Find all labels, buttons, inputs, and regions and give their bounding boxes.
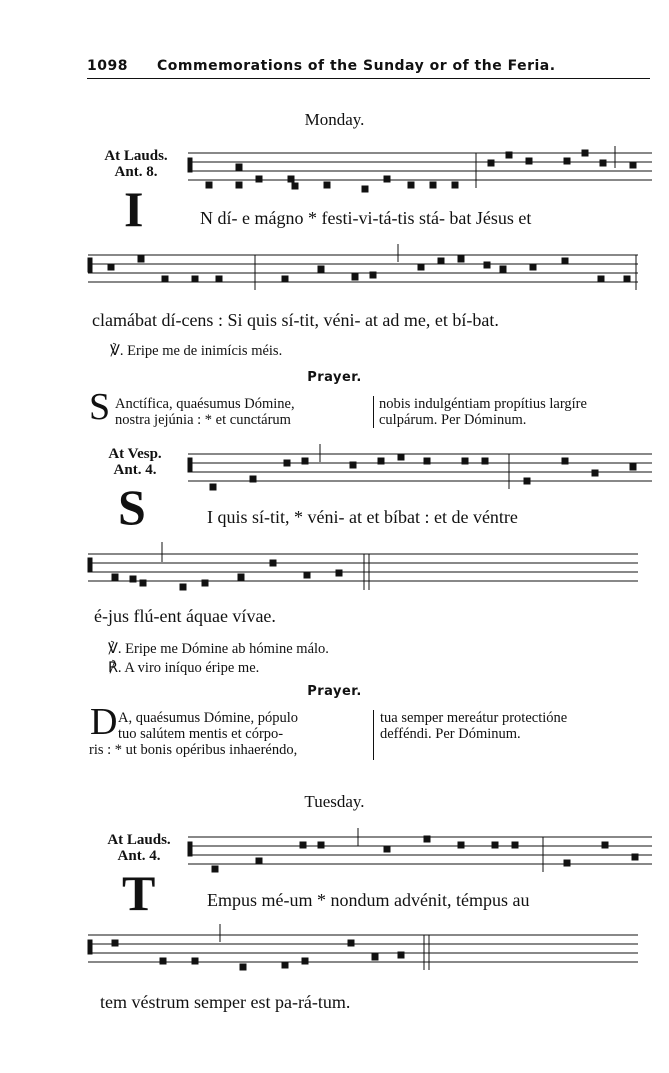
prayer1-col1: Anctífica, quaésumus Dómine, nostra jejúnia : * et cunctárum bbox=[115, 396, 295, 428]
lyrics-lauds-2: clamábat dí-cens : Si quis sí-tit, véni- at ad me, et bí-bat. bbox=[92, 310, 499, 330]
staff-monday-lauds-1 bbox=[188, 146, 652, 192]
prayer-initial-d: D bbox=[90, 701, 118, 743]
versicle-monday: ℣. Eripe me de inimícis méis. bbox=[110, 343, 283, 359]
lyrics-vespers-1: I quis sí-tit, * véni- at et bíbat : et de véntre bbox=[207, 507, 518, 527]
drop-initial-t: T bbox=[122, 865, 156, 921]
prayer-heading-1: Prayer. bbox=[307, 370, 362, 385]
prayer2-col2: tua semper mereátur protectióne defféndi. Per Dóminum. bbox=[380, 710, 568, 742]
prayer-initial-s: S bbox=[89, 386, 111, 428]
lyrics-tuesday-2: tem véstrum semper est pa-rá-tum. bbox=[100, 992, 351, 1012]
drop-initial-s: S bbox=[118, 479, 146, 535]
prayer1-col2: nobis indulgéntiam propítius largíre culpárum. Per Dóminum. bbox=[379, 396, 587, 428]
section-title-tuesday: Tuesday. bbox=[304, 792, 365, 811]
drop-initial-i: I bbox=[124, 181, 144, 237]
staff-monday-vespers-2 bbox=[88, 542, 638, 590]
lyrics-tuesday-1: Empus mé-um * nondum advénit, témpus au bbox=[207, 890, 530, 910]
staff-tuesday-lauds-1 bbox=[188, 828, 652, 872]
lyrics-lauds-1: N dí- e mágno * festi-vi-tá-tis stá- bat Jésus et bbox=[200, 208, 532, 228]
staff-monday-lauds-2 bbox=[88, 244, 638, 290]
lauds-label: At Lauds. Ant. 8. bbox=[104, 148, 168, 180]
page-number: 1098 bbox=[87, 58, 128, 74]
staff-monday-vespers-1 bbox=[188, 444, 652, 490]
prayer2-col1: A, quaésumus Dómine, pópulo tuo salútem mentis et córpo- ris : * ut bonis opéribus inhaeréndo, bbox=[89, 710, 299, 758]
versicle-monday-2: ℣. Eripe me Dómine ab hómine málo. bbox=[108, 641, 329, 657]
tuesday-lauds-label: At Lauds. Ant. 4. bbox=[107, 832, 171, 864]
vespers-label: At Vesp. Ant. 4. bbox=[108, 446, 162, 478]
running-title: Commemorations of the Sunday or of the Feria. bbox=[157, 58, 556, 74]
staff-tuesday-lauds-2 bbox=[88, 924, 638, 970]
section-title-monday: Monday. bbox=[304, 110, 365, 129]
prayer-heading-2: Prayer. bbox=[307, 684, 362, 699]
lyrics-vespers-2: é-jus flú-ent áquae vívae. bbox=[94, 606, 276, 626]
response-monday-2: ℟. A viro iníquo éripe me. bbox=[108, 660, 260, 676]
